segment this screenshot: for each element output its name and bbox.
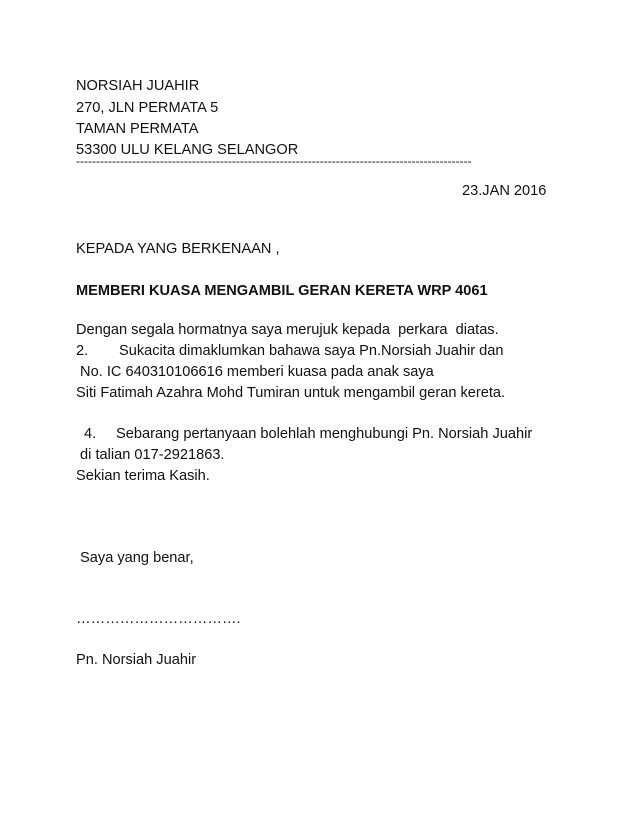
sender-address-line-3: 53300 ULU KELANG SELANGOR	[76, 142, 299, 158]
signer-name: Pn. Norsiah Juahir	[76, 652, 197, 668]
sender-address-line-1: 270, JLN PERMATA 5	[76, 100, 219, 116]
signoff: Saya yang benar,	[76, 550, 194, 566]
paragraph-2-line-1: Sukacita dimaklumkan bahawa saya Pn.Norsiah Juahir dan	[119, 343, 504, 359]
separator-line: ---------------------------------------------------------------------------------------------------	[76, 157, 472, 165]
paragraph-2-number: 2.	[76, 343, 89, 359]
sender-address-line-2: TAMAN PERMATA	[76, 121, 199, 137]
salutation: KEPADA YANG BERKENAAN ,	[76, 241, 280, 257]
paragraph-4-line-2: di talian 017-2921863.	[76, 447, 225, 463]
subject-heading: MEMBERI KUASA MENGAMBIL GERAN KERETA WRP 4061	[76, 283, 488, 299]
paragraph-2-line-2: No. IC 640310106616 memberi kuasa pada anak saya	[76, 364, 434, 380]
letter-date: 23.JAN 2016	[462, 183, 547, 199]
paragraph-2-line-3: Siti Fatimah Azahra Mohd Tumiran untuk mengambil geran kereta.	[76, 385, 506, 401]
sender-name: NORSIAH JUAHIR	[76, 78, 200, 94]
paragraph-4-line-1: Sebarang pertanyaan bolehlah menghubungi Pn. Norsiah Juahir	[116, 426, 533, 442]
signature-line: …………………………….	[76, 611, 241, 627]
paragraph-4-number: 4.	[84, 426, 97, 442]
paragraph-1: Dengan segala hormatnya saya merujuk kepada perkara diatas.	[76, 322, 499, 338]
closing-line: Sekian terima Kasih.	[76, 468, 210, 484]
